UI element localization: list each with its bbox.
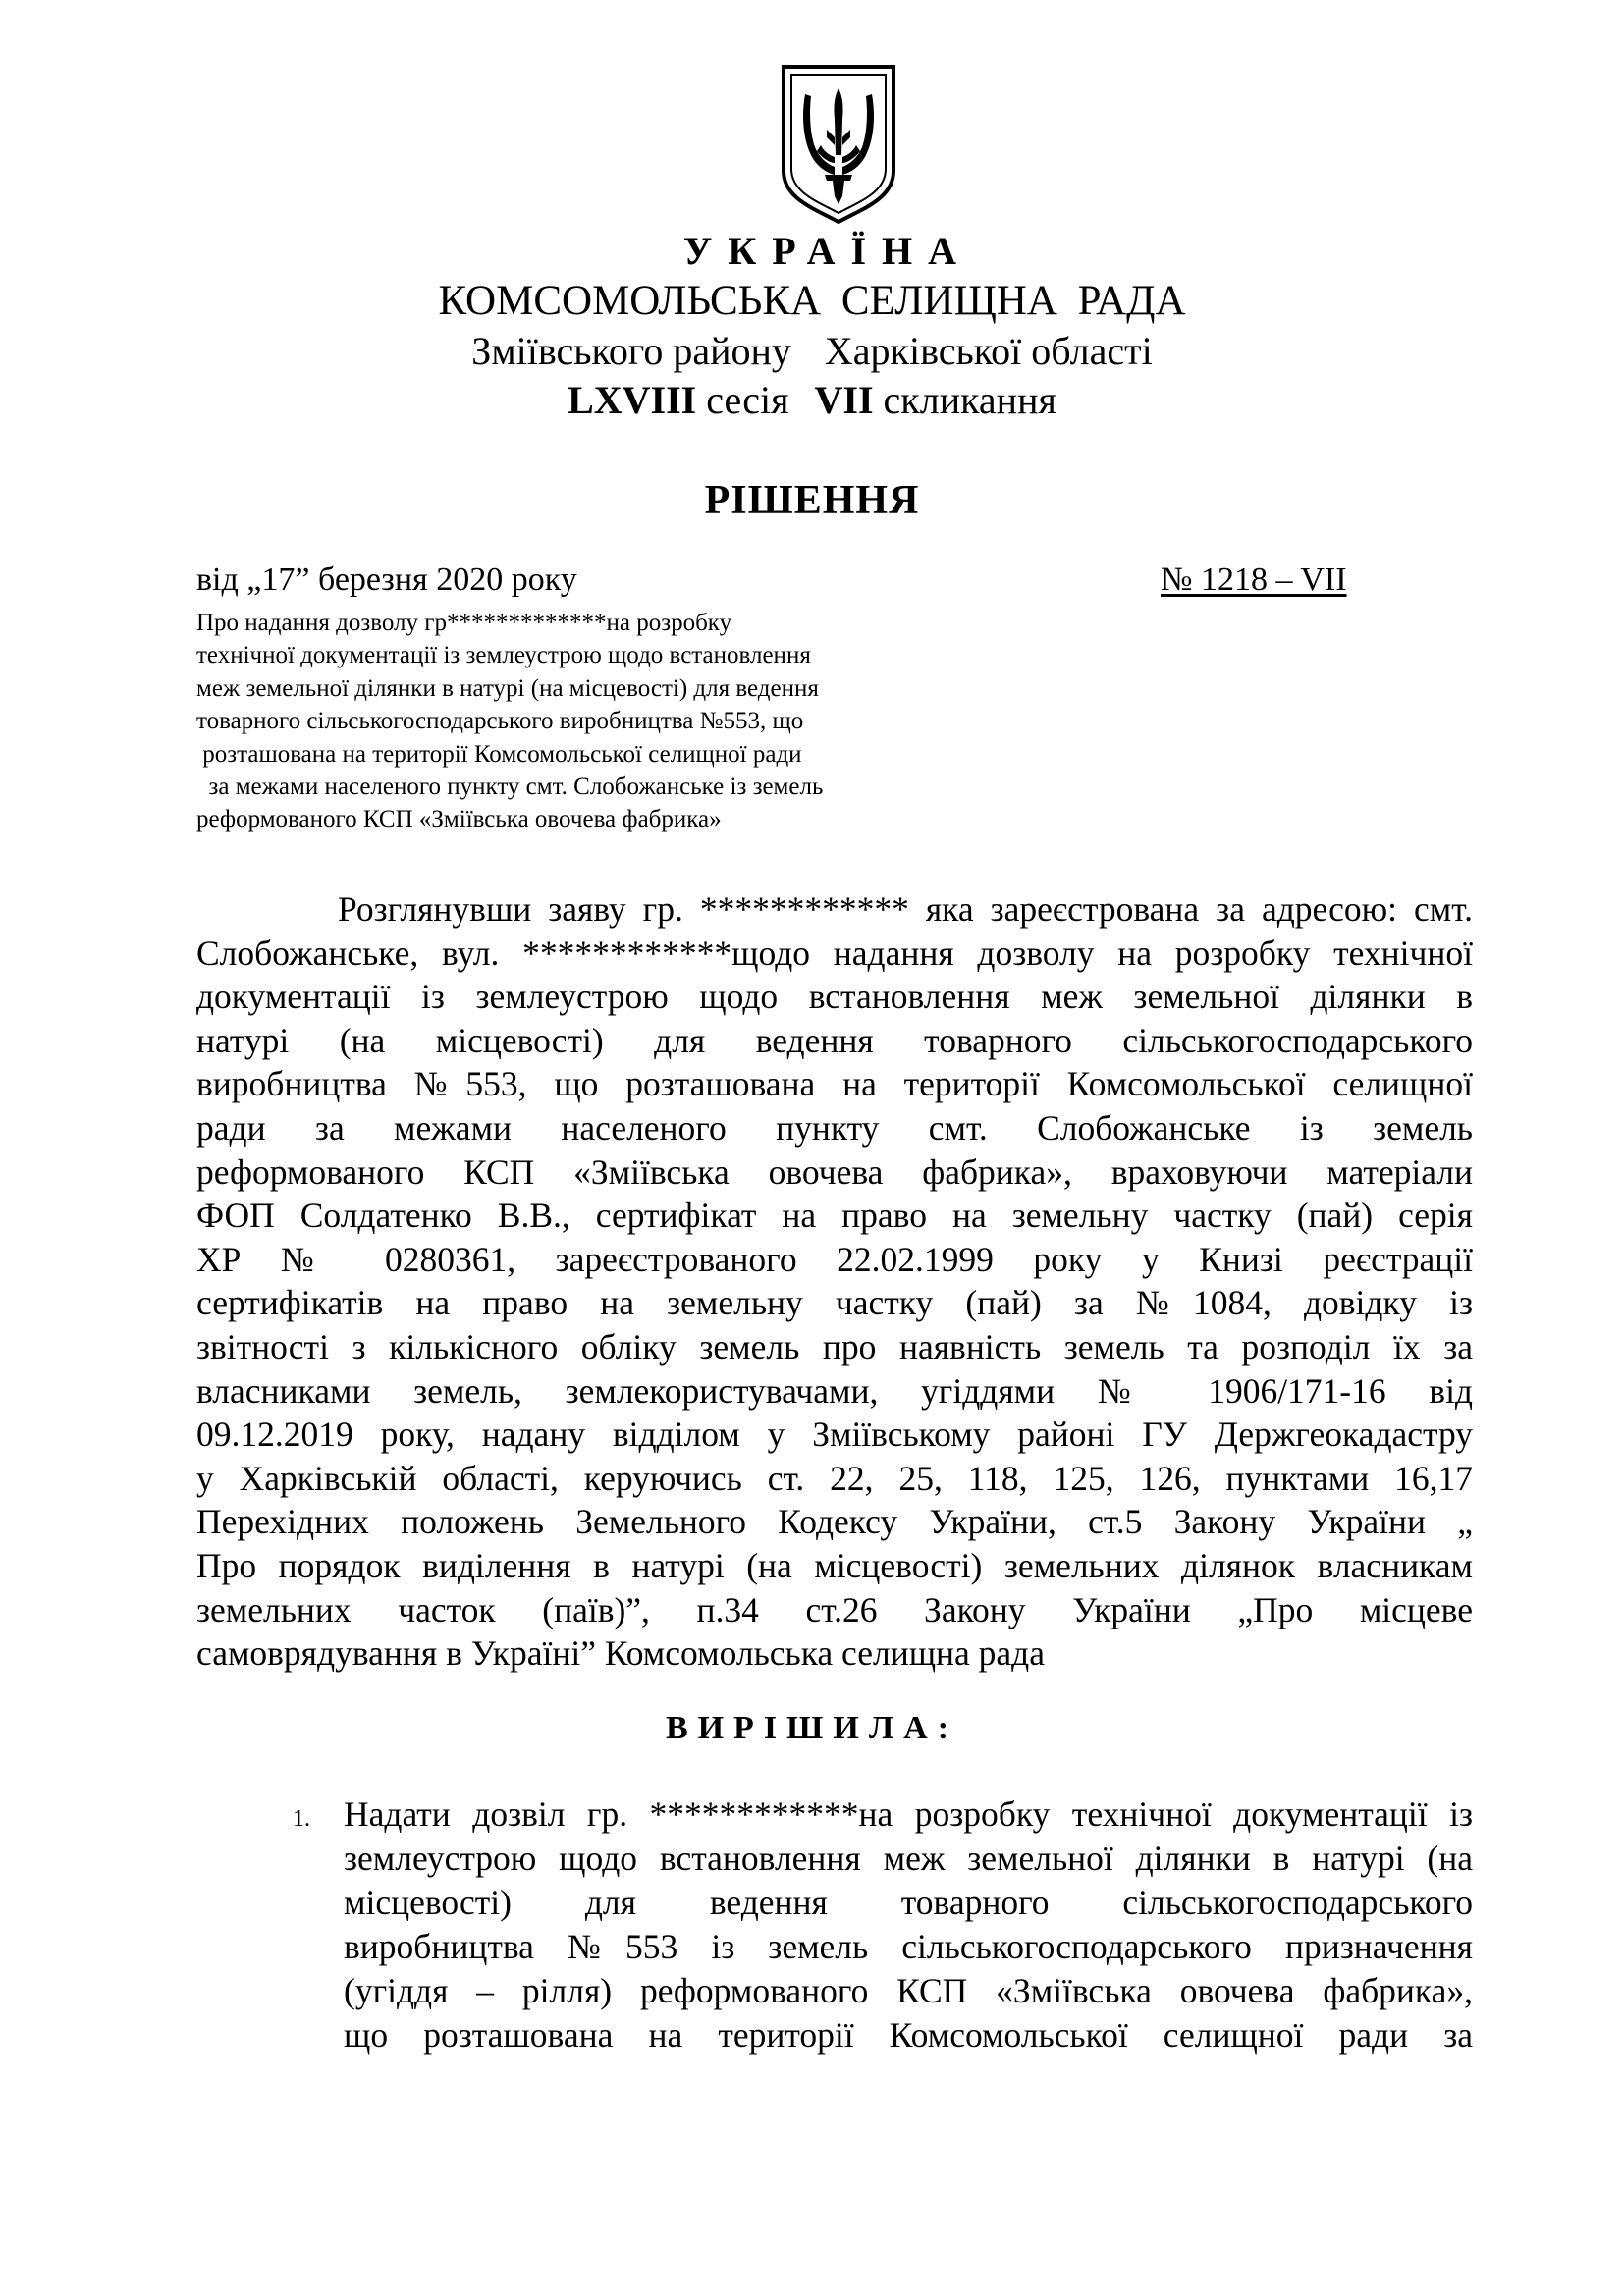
item-line: що розташована на території Комсомольської селищної ради за: [344, 2015, 1473, 2055]
preamble-line: звітності з кількісного обліку земель про наявність земель та розподіл їх за: [196, 1326, 1473, 1366]
item-line: Надати дозвіл гр. ************на розробку технічної документації із: [344, 1794, 1473, 1834]
council-heading: КОМСОМОЛЬСЬКА СЕЛИЩНА РАДА: [438, 278, 1186, 324]
session-word: сесія: [706, 378, 789, 422]
district-name: Зміївського району: [471, 329, 791, 373]
preamble-line: Про порядок виділення в натурі (на місцевості) земельних ділянок власникам: [196, 1545, 1473, 1585]
preamble-line: виробництва №553, що розташована на території Комсомольської селищної: [196, 1064, 1473, 1104]
session-number: LXVIII: [568, 378, 697, 422]
decision-number: № 1218 – VII: [1161, 561, 1347, 598]
item-line: виробництва №553 із земель сільськогосподарського призначення: [344, 1927, 1473, 1966]
preamble-line: у Харківській області, керуючись ст. 22, 25, 118, 125, 126, пунктами 16,17: [196, 1458, 1473, 1498]
item-line: місцевості) для ведення товарного сільськогосподарського: [344, 1883, 1473, 1922]
preamble-line: Перехідних положень Земельного Кодексу України, ст.5 Закону України „: [196, 1502, 1473, 1542]
preamble-line: 09.12.2019 року, надану відділом у Зміївському районі ГУ Держгеокадастру: [196, 1415, 1473, 1455]
preamble-line: ХР № 0280361, зареєстрованого 22.02.1999 року у Книзі реєстрації: [196, 1239, 1473, 1279]
subject-line: Про надання дозволу гр*************на розробку: [196, 610, 732, 636]
region-name: Харківської області: [824, 329, 1153, 373]
document-type-title: РІШЕННЯ: [704, 478, 920, 523]
preamble-line: власниками земель, землекористувачами, угіддями № 1906/171-16 від: [196, 1370, 1473, 1411]
preamble-line: земельних часток (паїв)”, п.34 ст.26 Закону України „Про місцеве: [196, 1589, 1473, 1629]
resolved-heading: ВИРІШИЛА:: [665, 1710, 959, 1746]
resolution-item: [344, 1792, 1473, 2057]
preamble-line: самоврядування в Україні” Комсомольська селищна рада: [196, 1633, 1045, 1674]
preamble-line: сертифікатів на право на земельну частку (пай) за №1084, довідку із: [196, 1283, 1473, 1323]
preamble-line: натурі (на місцевості) для ведення товарного сільськогосподарського: [196, 1020, 1473, 1060]
item-line: (угіддя – рілля) реформованого КСП «Зміївська овочева фабрика»,: [344, 1971, 1473, 2010]
preamble-line: ради за межами населеного пункту смт. Слобожанське із земель: [196, 1107, 1473, 1148]
subject-line: за межами населеного пункту смт. Слобожанське із земель: [196, 774, 824, 801]
session-line: [0, 377, 1624, 423]
subject-line: меж земельної ділянки в натурі (на місцевості) для ведення: [196, 674, 819, 702]
convocation-number: VII: [814, 378, 874, 422]
item-line: землеустрою щодо встановлення меж земельної ділянки в натурі (на: [344, 1839, 1473, 1878]
preamble-line: документації із землеустрою щодо встановлення меж земельної ділянки в: [196, 977, 1473, 1017]
item-number: 1.: [293, 1806, 310, 1832]
decision-date: від „17” березня 2020 року: [196, 561, 577, 598]
country-heading: УКРАЇНА: [682, 229, 973, 273]
subject-line: товарного сільськогосподарського виробництва №553, що: [196, 708, 804, 735]
subject-line: розташована на території Комсомольської селищної ради: [196, 740, 802, 768]
subject-line: реформованого КСП «Зміївська овочева фабрика»: [196, 806, 722, 833]
decision-subject: [196, 607, 982, 836]
preamble-line: реформованого КСП «Зміївська овочева фабрика», враховуючи матеріали: [196, 1151, 1473, 1192]
preamble-line: Розглянувши заяву гр. ************ яка зареєстрована за адресою: смт.: [338, 889, 1473, 929]
preamble-paragraph: [196, 887, 1473, 1676]
preamble-line: ФОП Солдатенко В.В., сертифікат на право на земельну частку (пай) серія: [196, 1196, 1473, 1236]
trident-coat-of-arms-icon: [778, 61, 899, 226]
subject-line: технічної документації із землеустрою щодо встановлення: [196, 642, 811, 669]
convocation-word: скликання: [883, 378, 1056, 422]
preamble-line: Слобожанське, вул. ************щодо надання дозволу на розробку технічної: [196, 933, 1473, 973]
district-region-line: [0, 328, 1624, 374]
